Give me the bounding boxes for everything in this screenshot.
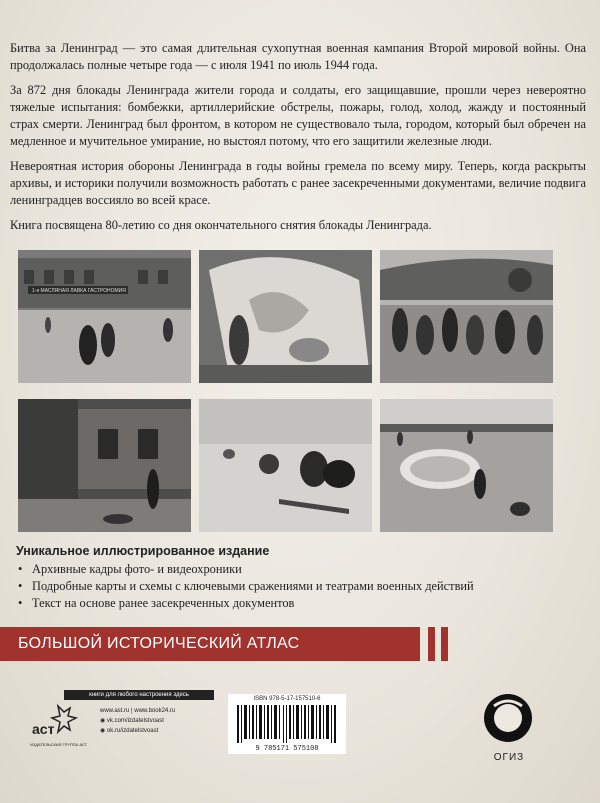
vk-icon: ◉ <box>100 718 107 724</box>
photo-grid <box>18 250 582 532</box>
publisher-tagline: книги для любого настроения здесь <box>64 690 214 700</box>
photo-street-shelling <box>18 250 191 383</box>
photo-horse-sleds <box>199 399 372 532</box>
series-banner <box>0 627 420 661</box>
features-list <box>18 561 474 612</box>
intro-paragraph-2: За 872 дня блокады Ленинграда жители города и солдаты, его защищавшие, прошли через невероятно тяжелые испытания: бомбежки, артиллерийские обстрелы, пожары, голод, холод, жажду и постоянный страх смерти. Ленинград был фронтом, в котором не существовало тыла, городом, который был обречен на медленное и мучительное умирание, но выстоял потому, что его защитили железные люди. <box>10 83 586 148</box>
photo-ice-crater <box>380 399 553 532</box>
publisher-block <box>30 690 230 750</box>
isbn-barcode <box>228 694 346 754</box>
photo-mural <box>199 250 372 383</box>
barcode-bars <box>237 705 337 743</box>
shop-sign-text: 1-я МАСЛЯНАЯ ЛАВКА ГАСТРОНОМИЯ <box>32 288 126 294</box>
photo-evacuation-plane <box>380 250 553 383</box>
vk-link[interactable]: ◉ vk.com/izdatelstvoast <box>100 718 164 724</box>
intro-paragraph-1: Битва за Ленинград — это самая длительная сухопутная военная кампания Второй мировой войны. Она продолжалась полные четыре года — с июля 1941 по июль 1944 года. <box>10 41 586 72</box>
banner-stripe <box>441 627 448 661</box>
features-title: Уникальное иллюстрированное издание <box>16 544 270 558</box>
feature-item: • Подробные карты и схемы с ключевыми сражениями и театрами военных действий <box>18 578 474 595</box>
ogiz-logo <box>480 688 536 758</box>
feature-item: • Архивные кадры фото- и видеохроники <box>18 561 474 578</box>
ok-link[interactable]: ◉ ok.ru/izdatelstvoast <box>100 728 159 734</box>
photo-ruined-street <box>18 399 191 532</box>
description-text <box>10 40 586 242</box>
site-links[interactable]: www.ast.ru | www.book24.ru <box>100 708 176 714</box>
intro-paragraph-3: Невероятная история обороны Ленинграда в годы войны гремела по всему миру. Теперь, когда раскрыты архивы, и историки получили возможность работать с ранее засекреченными документами, величие подвига ленинградцев воссияло во всей красе. <box>10 159 586 207</box>
publisher-group-name: ИЗДАТЕЛЬСКАЯ ГРУППА АСТ <box>30 742 88 747</box>
series-title: БОЛЬШОЙ ИСТОРИЧЕСКИЙ АТЛАС <box>18 635 300 652</box>
barcode-number: 9 785171 575108 <box>255 745 319 753</box>
ok-icon: ◉ <box>100 728 107 734</box>
intro-paragraph-4: Книга посвящена 80-летию со дня окончательного снятия блокады Ленинграда. <box>10 218 432 232</box>
ogiz-imprint-name: ОГИЗ <box>493 752 525 763</box>
banner-stripe <box>428 627 435 661</box>
ast-logo-text: аст <box>32 721 55 737</box>
isbn-label: ISBN 978-5-17-157510-6 <box>253 696 321 702</box>
ast-logo <box>30 702 90 742</box>
feature-item: • Текст на основе ранее засекреченных документов <box>18 595 474 612</box>
publisher-links <box>100 706 175 736</box>
